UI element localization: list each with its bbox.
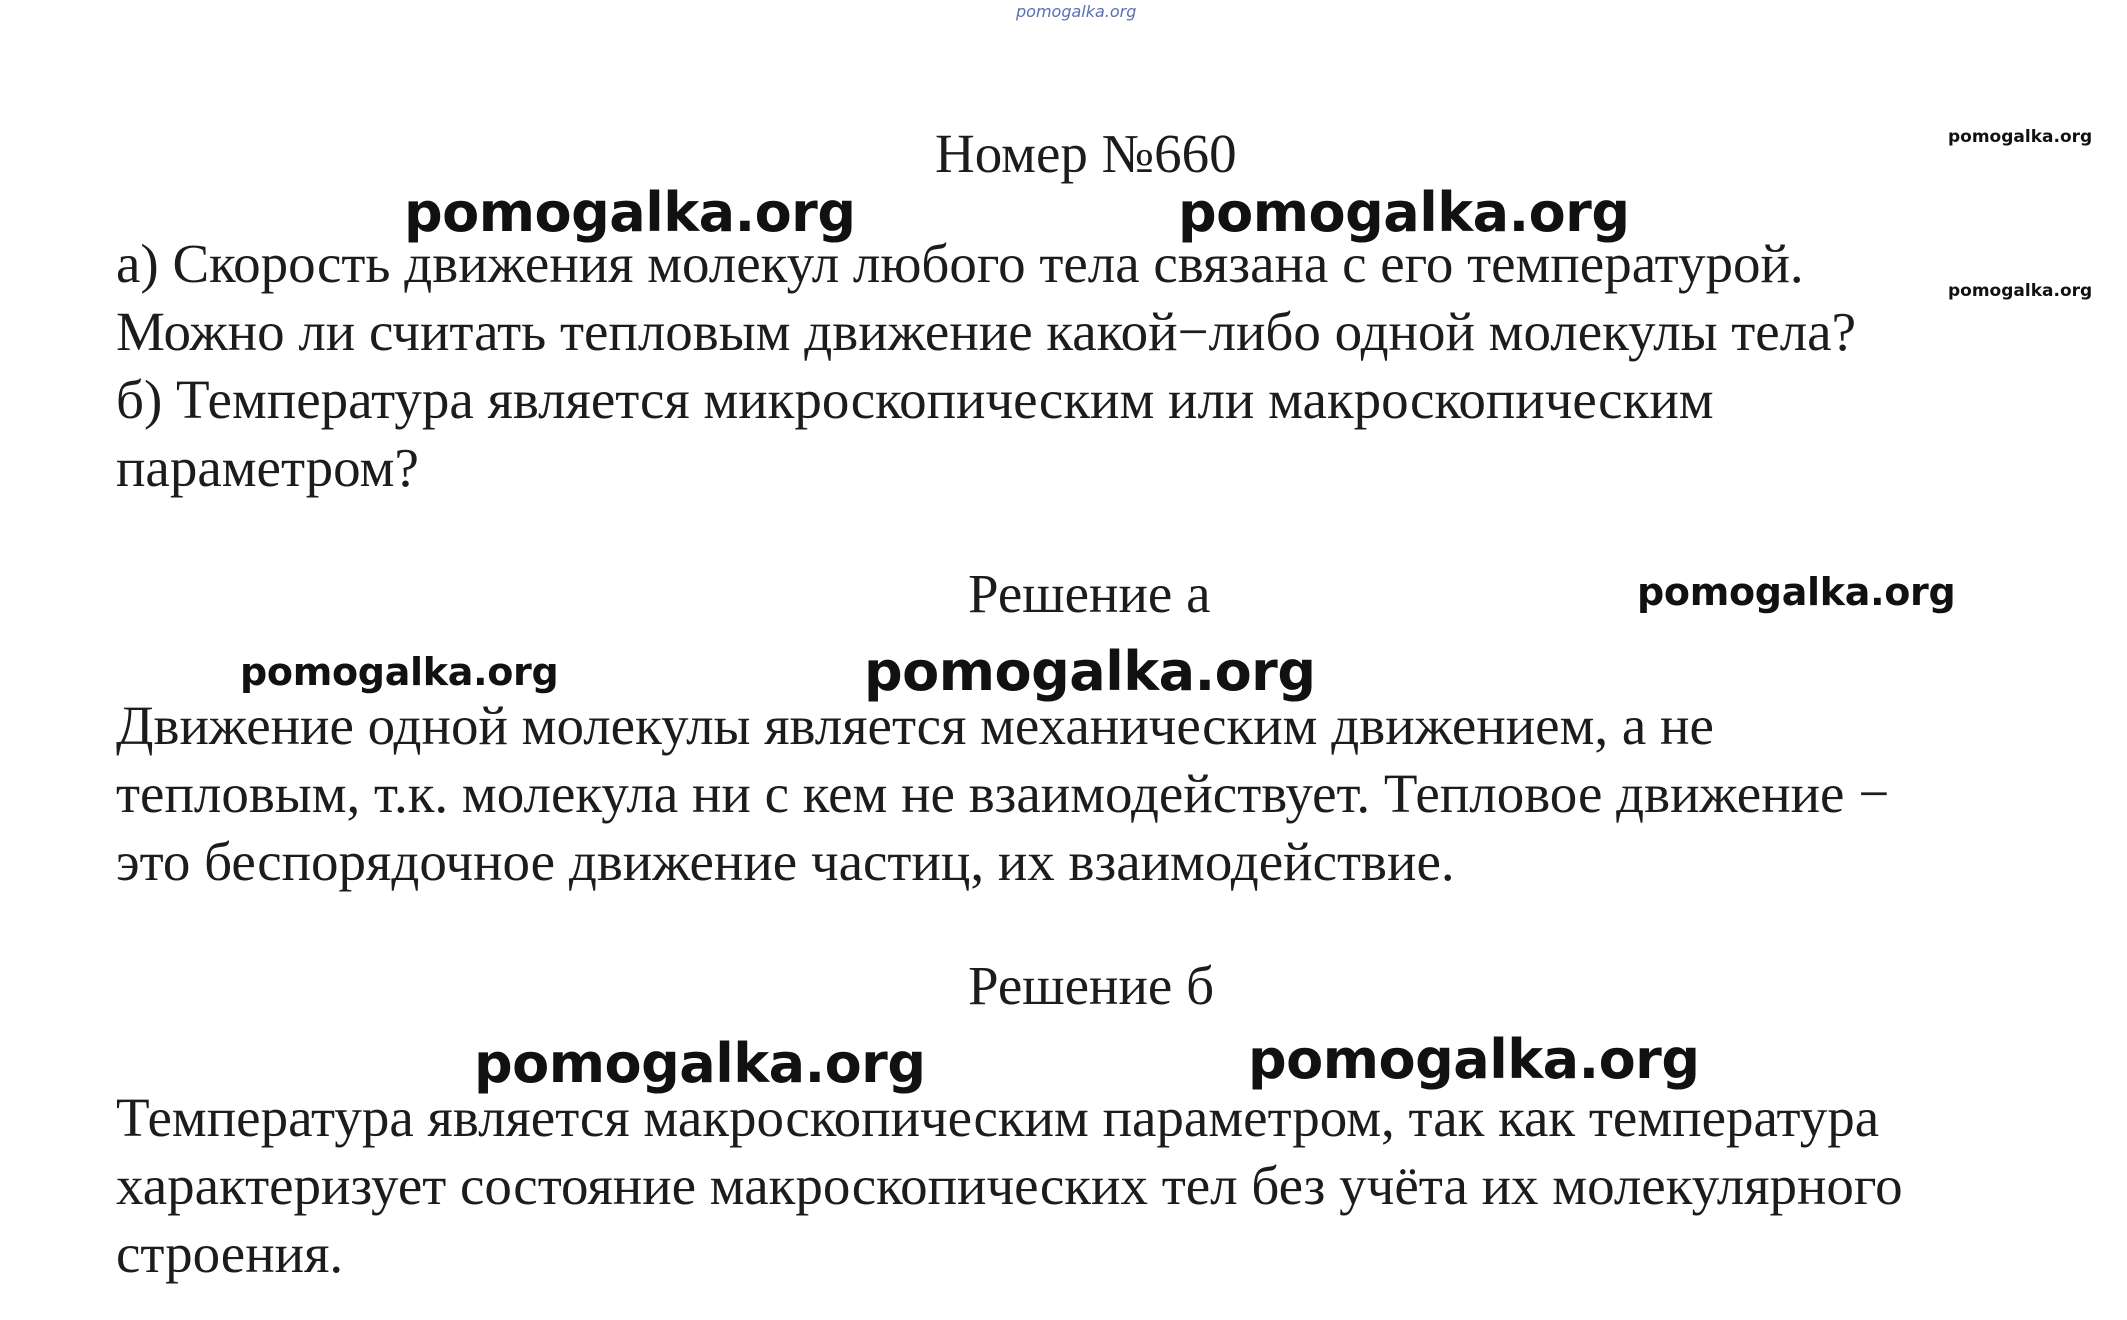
solution-a-line-1: Движение одной молекулы является механическим движением, а не [116,695,1714,756]
question-line-3: б) Температура является микроскопическим или макроскопическим [116,369,1714,430]
watermark-top: pomogalka.org [1016,2,1137,21]
watermark-large-2: pomogalka.org [1178,181,1630,244]
watermark-small-2: pomogalka.org [1948,281,2093,301]
watermark-small-1: pomogalka.org [1948,127,2093,147]
solution-b-line-1: Температура является макроскопическим параметром, так как температура [116,1087,1880,1148]
solution-a-line-2: тепловым, т.к. молекула ни с кем не взаимодействует. Тепловое движение − [116,763,1890,824]
question-line-1: а) Скорость движения молекул любого тела связана с его температурой. [116,233,1804,294]
watermark-mid-1: pomogalka.org [1637,570,1956,614]
solution-b-heading: Решение б [968,955,1215,1016]
question-line-4: параметром? [116,437,419,498]
solution-a-line-3: это беспорядочное движение частиц, их взаимодействие. [116,831,1455,892]
watermark-large-3: pomogalka.org [864,640,1316,703]
question-line-2: Можно ли считать тепловым движение какой−либо одной молекулы тела? [116,301,1856,362]
watermark-large-1: pomogalka.org [404,181,856,244]
watermark-mid-2: pomogalka.org [240,650,559,694]
page-title: Номер №660 [935,123,1237,184]
solution-b-line-3: строения. [116,1223,344,1284]
watermark-large-4: pomogalka.org [474,1032,926,1095]
watermark-large-5: pomogalka.org [1248,1028,1700,1091]
solution-a-heading: Решение а [968,563,1211,624]
solution-b-line-2: характеризует состояние макроскопических тел без учёта их молекулярного [116,1155,1903,1216]
